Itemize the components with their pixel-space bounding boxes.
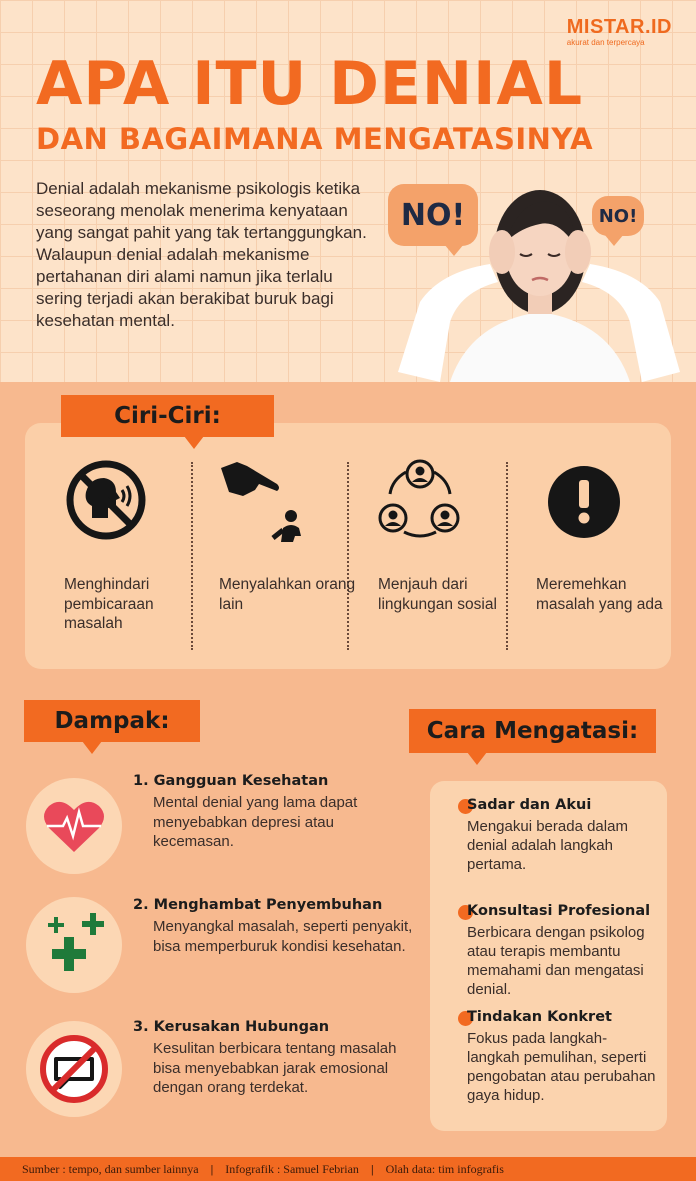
dampak-title: 1. Gangguan Kesehatan — [133, 773, 329, 789]
footer-separator: | — [370, 1161, 374, 1176]
exclamation-icon — [548, 458, 632, 542]
ciri-label: Menghindari pembicaraan masalah — [64, 576, 154, 632]
cara-desc: Fokus pada langkah-langkah pemulihan, seperti pengobatan atau perubahan gaya hidup. — [467, 1030, 656, 1104]
intro-paragraph: Denial adalah mekanisme psikologis ketika seseorang menolak menerima kenyataan yang sangat pahit yang tak tertanggungkan. Walaupun denial adalah mekanisme pertahanan diri alami namun jika terlalu sering terjadi akan berakibat buruk bagi kesehatan mental. — [36, 179, 367, 330]
woman-covering-ears-illustration — [380, 172, 696, 382]
cara-title: Tindakan Konkret — [467, 1009, 612, 1025]
brand-name: MISTAR.ID — [566, 16, 672, 38]
divider — [506, 462, 508, 650]
dampak-desc: Kesulitan berbicara tentang masalah bisa menyebabkan jarak emosional dengan orang terdekat. — [153, 1040, 397, 1096]
cara-desc: Berbicara dengan psikolog atau terapis membantu memahami dan mengatasi denial. — [467, 924, 645, 998]
cara-desc: Mengakui berada dalam denial adalah langkah pertama. — [467, 818, 628, 873]
ciri-heading: Ciri-Ciri: — [61, 395, 274, 437]
dampak-desc: Mental denial yang lama dapat menyebabkan depresi atau kecemasan. — [153, 794, 358, 850]
ciri-label: Menyalahkan orang lain — [219, 576, 356, 613]
cara-title: Sadar dan Akui — [467, 797, 592, 813]
icon-circle — [26, 778, 122, 874]
dampak-heading: Dampak: — [24, 700, 200, 742]
no-speech-bubble: NO! — [388, 184, 478, 246]
dampak-title: 3. Kerusakan Hubungan — [133, 1019, 330, 1035]
dampak-desc: Menyangkal masalah, seperti penyakit, bisa memperburuk kondisi kesehatan. — [153, 918, 413, 955]
no-talking-icon — [64, 458, 148, 542]
ciri-label: Meremehkan masalah yang ada — [536, 576, 663, 613]
no-chat-icon — [38, 1033, 110, 1105]
page-title: APA ITU DENIAL — [36, 49, 584, 119]
footer-credits — [0, 1157, 696, 1181]
dampak-title: 2. Menghambat Penyembuhan — [133, 897, 383, 913]
heart-pulse-icon — [43, 798, 105, 854]
cara-title: Konsultasi Profesional — [467, 903, 651, 919]
hero-section — [0, 0, 696, 382]
ciri-label: Menjauh dari lingkungan sosial — [378, 576, 497, 613]
footer-separator: | — [210, 1161, 214, 1176]
footer-data: Olah data: tim infografis — [385, 1161, 504, 1176]
icon-circle — [26, 897, 122, 993]
footer-infografik: Infografik : Samuel Febrian — [225, 1161, 359, 1176]
page-subtitle: DAN BAGAIMANA MENGATASINYA — [36, 122, 594, 156]
icon-circle — [26, 1021, 122, 1117]
no-speech-bubble-small: NO! — [592, 196, 644, 236]
footer-source: Sumber : tempo, dan sumber lainnya — [22, 1161, 199, 1176]
brand-logo — [567, 16, 672, 47]
divider — [347, 462, 349, 650]
pointing-blame-icon — [219, 458, 309, 548]
brand-tagline: akurat dan terpercaya — [566, 38, 645, 47]
health-cross-icon — [42, 913, 106, 977]
cara-heading: Cara Mengatasi: — [409, 709, 656, 753]
social-circle-icon — [378, 458, 462, 542]
